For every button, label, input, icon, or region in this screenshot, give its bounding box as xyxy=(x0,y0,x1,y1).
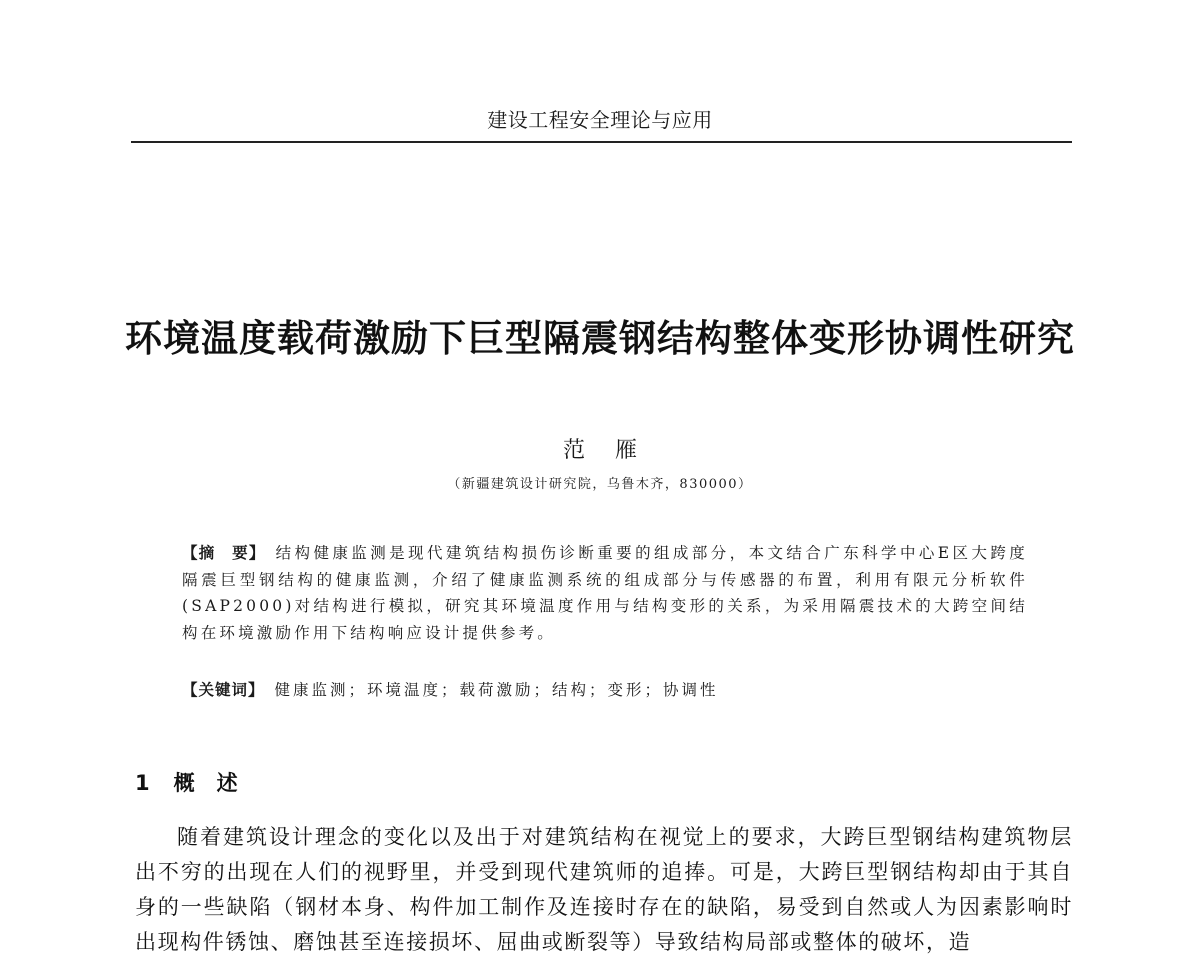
author-name: 范雁 xyxy=(562,438,667,463)
running-head: 建设工程安全理论与应用 xyxy=(487,108,713,132)
section-heading xyxy=(135,767,260,797)
section-title: 概述 xyxy=(173,771,260,795)
keywords-text: 健康监测；环境温度；载荷激励；结构；变形；协调性 xyxy=(274,681,719,699)
body-paragraph: 随着建筑设计理念的变化以及出于对建筑结构在视觉上的要求，大跨巨型钢结构建筑物层出不穷的出现在人们的视野里，并受到现代建筑师的追捧。可是，大跨巨型钢结构却由于其自身的一些缺陷（钢材本身、构件加工制作及连接时存在的缺陷，易受到自然或人为因素影响时出现构件锈蚀、磨蚀甚至连接损坏、屈曲或断裂等）导致结构局部或整体的破坏，造 xyxy=(135,825,1073,954)
header-rule xyxy=(131,141,1072,143)
author-affiliation: （新疆建筑设计研究院，乌鲁木齐，830000） xyxy=(447,477,753,492)
keywords xyxy=(182,677,1028,704)
paper-title: 环境温度载荷激励下巨型隔震钢结构整体变形协调性研究 xyxy=(125,317,1075,360)
keywords-label: 【关键词】 xyxy=(182,681,265,699)
abstract-text: 结构健康监测是现代建筑结构损伤诊断重要的组成部分，本文结合广东科学中心E区大跨度隔震巨型钢结构的健康监测，介绍了健康监测系统的组成部分与传感器的布置，利用有限元分析软件(SAP2000)对结构进行模拟，研究其环境温度作用与结构变形的关系，为采用隔震技术的大跨空间结构在环境激励作用下结构响应设计提供参考。 xyxy=(182,544,1028,642)
abstract xyxy=(182,540,1028,646)
section-number: 1 xyxy=(135,771,150,795)
abstract-label: 【摘 要】 xyxy=(182,544,266,562)
